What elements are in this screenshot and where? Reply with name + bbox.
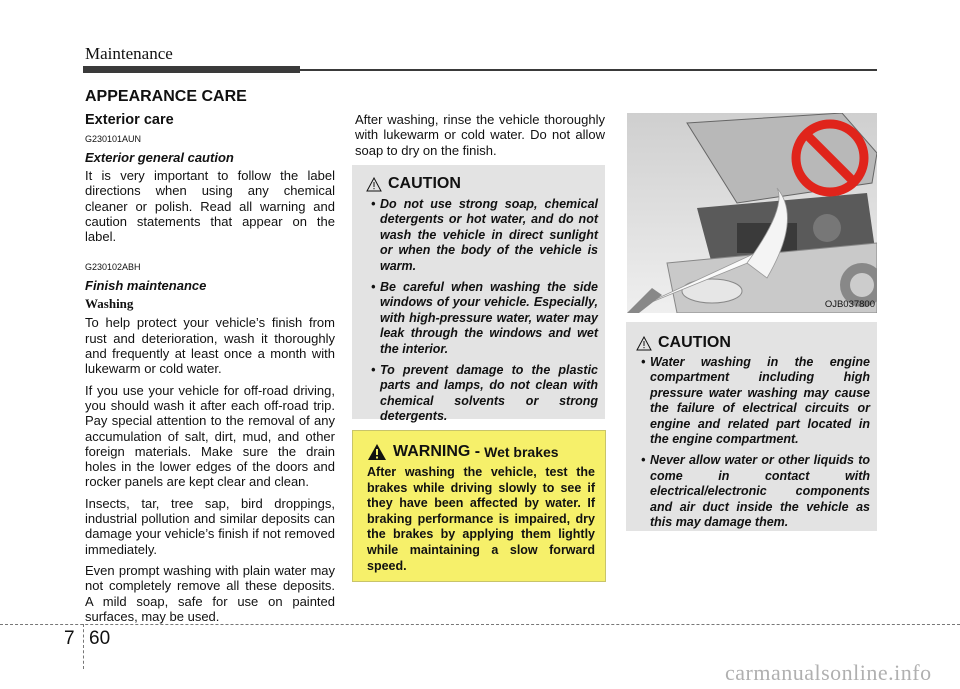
- footer-vertical-divider: [83, 624, 84, 669]
- caution-list: [366, 197, 598, 431]
- intro-paragraph: After washing, rinse the vehicle thoroughly with lukewarm or cold water. Do not allow soap to dry on the finish.: [355, 112, 605, 158]
- warning-text: After washing the vehicle, test the brakes while driving slowly to see if they have been affected by water. If braking performance is impaired, dry the brakes by applying them lightly while maintaining a slow forward speed.: [367, 465, 595, 573]
- image-code: OJB037800: [824, 299, 875, 310]
- list-item: • Water washing in the engine compartment including high pressure water washing may cause the failure of electrical circuits or engine and related part located in the engine compartment.: [641, 355, 870, 447]
- exterior-care-heading: Exterior care: [85, 112, 174, 128]
- engine-wash-illustration: [627, 113, 877, 313]
- caution-list: [636, 355, 870, 536]
- footer-divider: [0, 624, 960, 625]
- page-title: APPEARANCE CARE: [85, 88, 247, 105]
- warning-title: WARNING -: [393, 443, 481, 460]
- header-rule-thick: [83, 66, 300, 73]
- paragraph: It is very important to follow the label directions when using any chemical cleaner or polish. Read all warning and caution statements that appear on the label.: [85, 168, 335, 245]
- warning-box: [352, 430, 606, 582]
- page-number: 60: [89, 628, 111, 649]
- warning-triangle-icon: [366, 177, 382, 192]
- no-symbol-icon: [789, 117, 871, 199]
- header-rule-thin: [300, 69, 877, 71]
- code-label: G230102ABH: [85, 262, 141, 273]
- caution-title: CAUTION: [388, 175, 461, 192]
- list-item: • Do not use strong soap, chemical detergents or hot water, and do not wash the vehicle in direct sunlight or when the body of the vehicle is warm.: [371, 197, 598, 273]
- list-item: • Never allow water or other liquids to come in contact with electrical/electronic components and air duct inside the vehicle as this may damage them.: [641, 453, 870, 530]
- caution-box-right: [626, 322, 877, 531]
- list-item: • Be careful when washing the side windows of your vehicle. Especially, with high-pressure water, water may leak through the windows and wet the interior.: [371, 280, 598, 356]
- washing-heading: Washing: [85, 296, 134, 312]
- chapter-number: 7: [64, 628, 75, 649]
- warning-triangle-icon: [636, 336, 652, 351]
- warning-triangle-icon: [367, 443, 387, 461]
- code-label: G230101AUN: [85, 134, 142, 144]
- warning-subtitle: Wet brakes: [484, 444, 559, 460]
- caution-box: [352, 165, 605, 424]
- section-label: Maintenance: [85, 44, 173, 63]
- paragraph: To help protect your vehicle’s finish from rust and deterioration, wash it thoroughly and frequently at least once a month with lukewarm or cold water. If you use your vehicle for off-road driving, you should wash it after each off-road trip. Pay special attention to the removal of any accumulation of salt, dirt, mud, and other foreign materials. Make sure the drain holes in the lower edges of the doors and rocker panels are kept clear and clean. Insects, tar, tree sap, bird droppings, industrial pollution and similar deposits can damage your vehicle’s finish if not removed immediately. Even prompt washing with plain water may not completely remove all these deposits. A mild soap, safe for use on painted surfaces, may be used.: [85, 315, 335, 624]
- left-column: [85, 112, 335, 624]
- subheading: Exterior general caution: [85, 150, 234, 165]
- caution-title: CAUTION: [658, 334, 731, 351]
- subheading: Finish maintenance: [85, 278, 207, 294]
- list-item: • To prevent damage to the plastic parts and lamps, do not clean with chemical solvents or strong detergents.: [371, 363, 598, 424]
- watermark: carmanualsonline.info: [725, 660, 932, 685]
